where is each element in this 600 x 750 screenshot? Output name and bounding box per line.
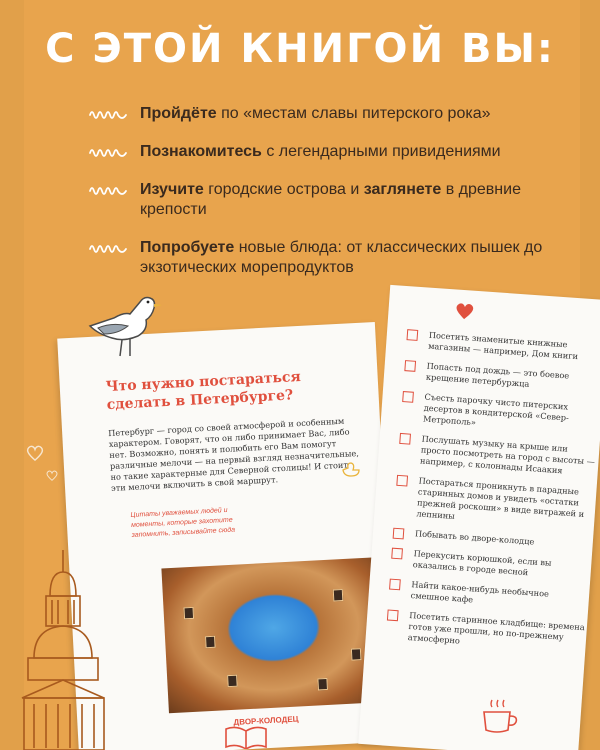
photo-caption: ДВОР-КОЛОДЕЦ: [233, 714, 299, 727]
checklist-text: Послушать музыку на крыше или просто посмотреть на город с высоты — например, с колоннады Исаакия: [419, 433, 596, 476]
feature-list: [88, 104, 558, 296]
feature-text-2: в древние крепости: [140, 181, 521, 218]
checkbox: [396, 475, 408, 487]
checklist-item: [394, 474, 597, 532]
feature-bold: Познакомитесь: [140, 143, 262, 160]
feature-text: с легендарными привидениями: [261, 143, 501, 160]
checklist-item: [398, 432, 600, 479]
book-left-page: [57, 322, 397, 750]
cathedral-icon: [20, 548, 106, 750]
left-page-note: Цитаты уважаемых людей и моменты, которые захотите запомнить, записывайте сюда: [130, 506, 236, 539]
feature-bold-2: заглянете: [363, 181, 442, 198]
left-page-title: Что нужно постараться сделать в Петербурге?: [105, 368, 302, 414]
checklist-text: Посетить старинное кладбище: времена готов уже прошли, но по-прежнему атмосферно: [407, 610, 586, 646]
checklist-item: [404, 359, 600, 395]
checklist-item: [385, 608, 587, 655]
page-title: С ЭТОЙ КНИГОЙ ВЫ:: [45, 26, 555, 72]
squiggle-icon: [88, 183, 128, 197]
checklist: [385, 328, 600, 664]
photo-window: [183, 607, 194, 620]
checklist-text: Постараться проникнуть в парадные старинных домов и увидеть «остатки прежней роскоши» в виде витражей и лепнины: [416, 475, 585, 521]
photo-window: [227, 675, 238, 688]
left-page-body: Петербург — город со своей атмосферой и особенным характером. Говорят, что он либо принимает Вас, либо нет. Возможно, понять и полюбить его Вам помогут различные мелочи — на первый взгляд незначительные, но такие характерные для Северной столицы! И стоит эти мелочи включить в свой маршрут.: [107, 415, 360, 493]
checklist-text: Перекусить корюшкой, если вы оказались в городе весной: [412, 548, 552, 578]
squiggle-icon: [88, 241, 128, 255]
checklist-item: [401, 390, 600, 437]
feature-item: [88, 104, 558, 124]
book-right-page: [358, 285, 600, 750]
checkbox: [389, 579, 401, 591]
squiggle-icon: [88, 107, 128, 121]
checkbox: [404, 360, 416, 372]
photo-window: [351, 648, 362, 661]
feature-item: [88, 142, 558, 162]
feature-bold: Пройдёте: [140, 105, 217, 122]
feature-item: [88, 238, 558, 278]
seagull-icon: [84, 288, 164, 360]
checklist-text: Найти какое-нибудь необычное смешное кафе: [410, 579, 550, 605]
feature-text: по «местам славы питерского рока»: [216, 105, 491, 122]
checkbox: [391, 548, 403, 560]
feature-bold: Попробуете: [140, 239, 235, 256]
book-icon: [224, 725, 268, 749]
coffee-cup-icon: [480, 698, 520, 738]
checklist-text: Посетить знаменитые книжные магазины — например, Дом книги: [427, 329, 579, 362]
heart-icon: [46, 470, 58, 481]
squiggle-icon: [88, 145, 128, 159]
photo-window: [333, 589, 344, 602]
feature-bold: Изучите: [140, 181, 204, 198]
heart-icon: [454, 301, 475, 320]
checklist-item: [391, 547, 592, 583]
checkbox: [402, 391, 414, 403]
feature-item: [88, 180, 558, 220]
checkbox: [399, 433, 411, 445]
duck-icon: [340, 460, 362, 478]
checklist-text: Попасть под дождь — это боевое крещение петербуржца: [425, 360, 570, 389]
checklist-item: [406, 328, 600, 364]
feature-text: городские острова и: [203, 181, 364, 198]
photo-window: [205, 636, 216, 649]
checkbox: [387, 609, 399, 621]
courtyard-photo: [161, 557, 386, 713]
checklist-item: [388, 578, 589, 614]
checklist-text: Побывать во дворе-колодце: [414, 528, 535, 547]
heart-icon: [26, 445, 44, 461]
checkbox: [393, 528, 405, 540]
checkbox: [406, 329, 418, 341]
feature-text: новые блюда: от классических пышек до экзотических морепродуктов: [140, 239, 543, 276]
checklist-text: Съесть парочку чисто питерских десертов в кондитерской «Север-Метрополь»: [422, 391, 570, 428]
photo-window: [317, 678, 328, 691]
